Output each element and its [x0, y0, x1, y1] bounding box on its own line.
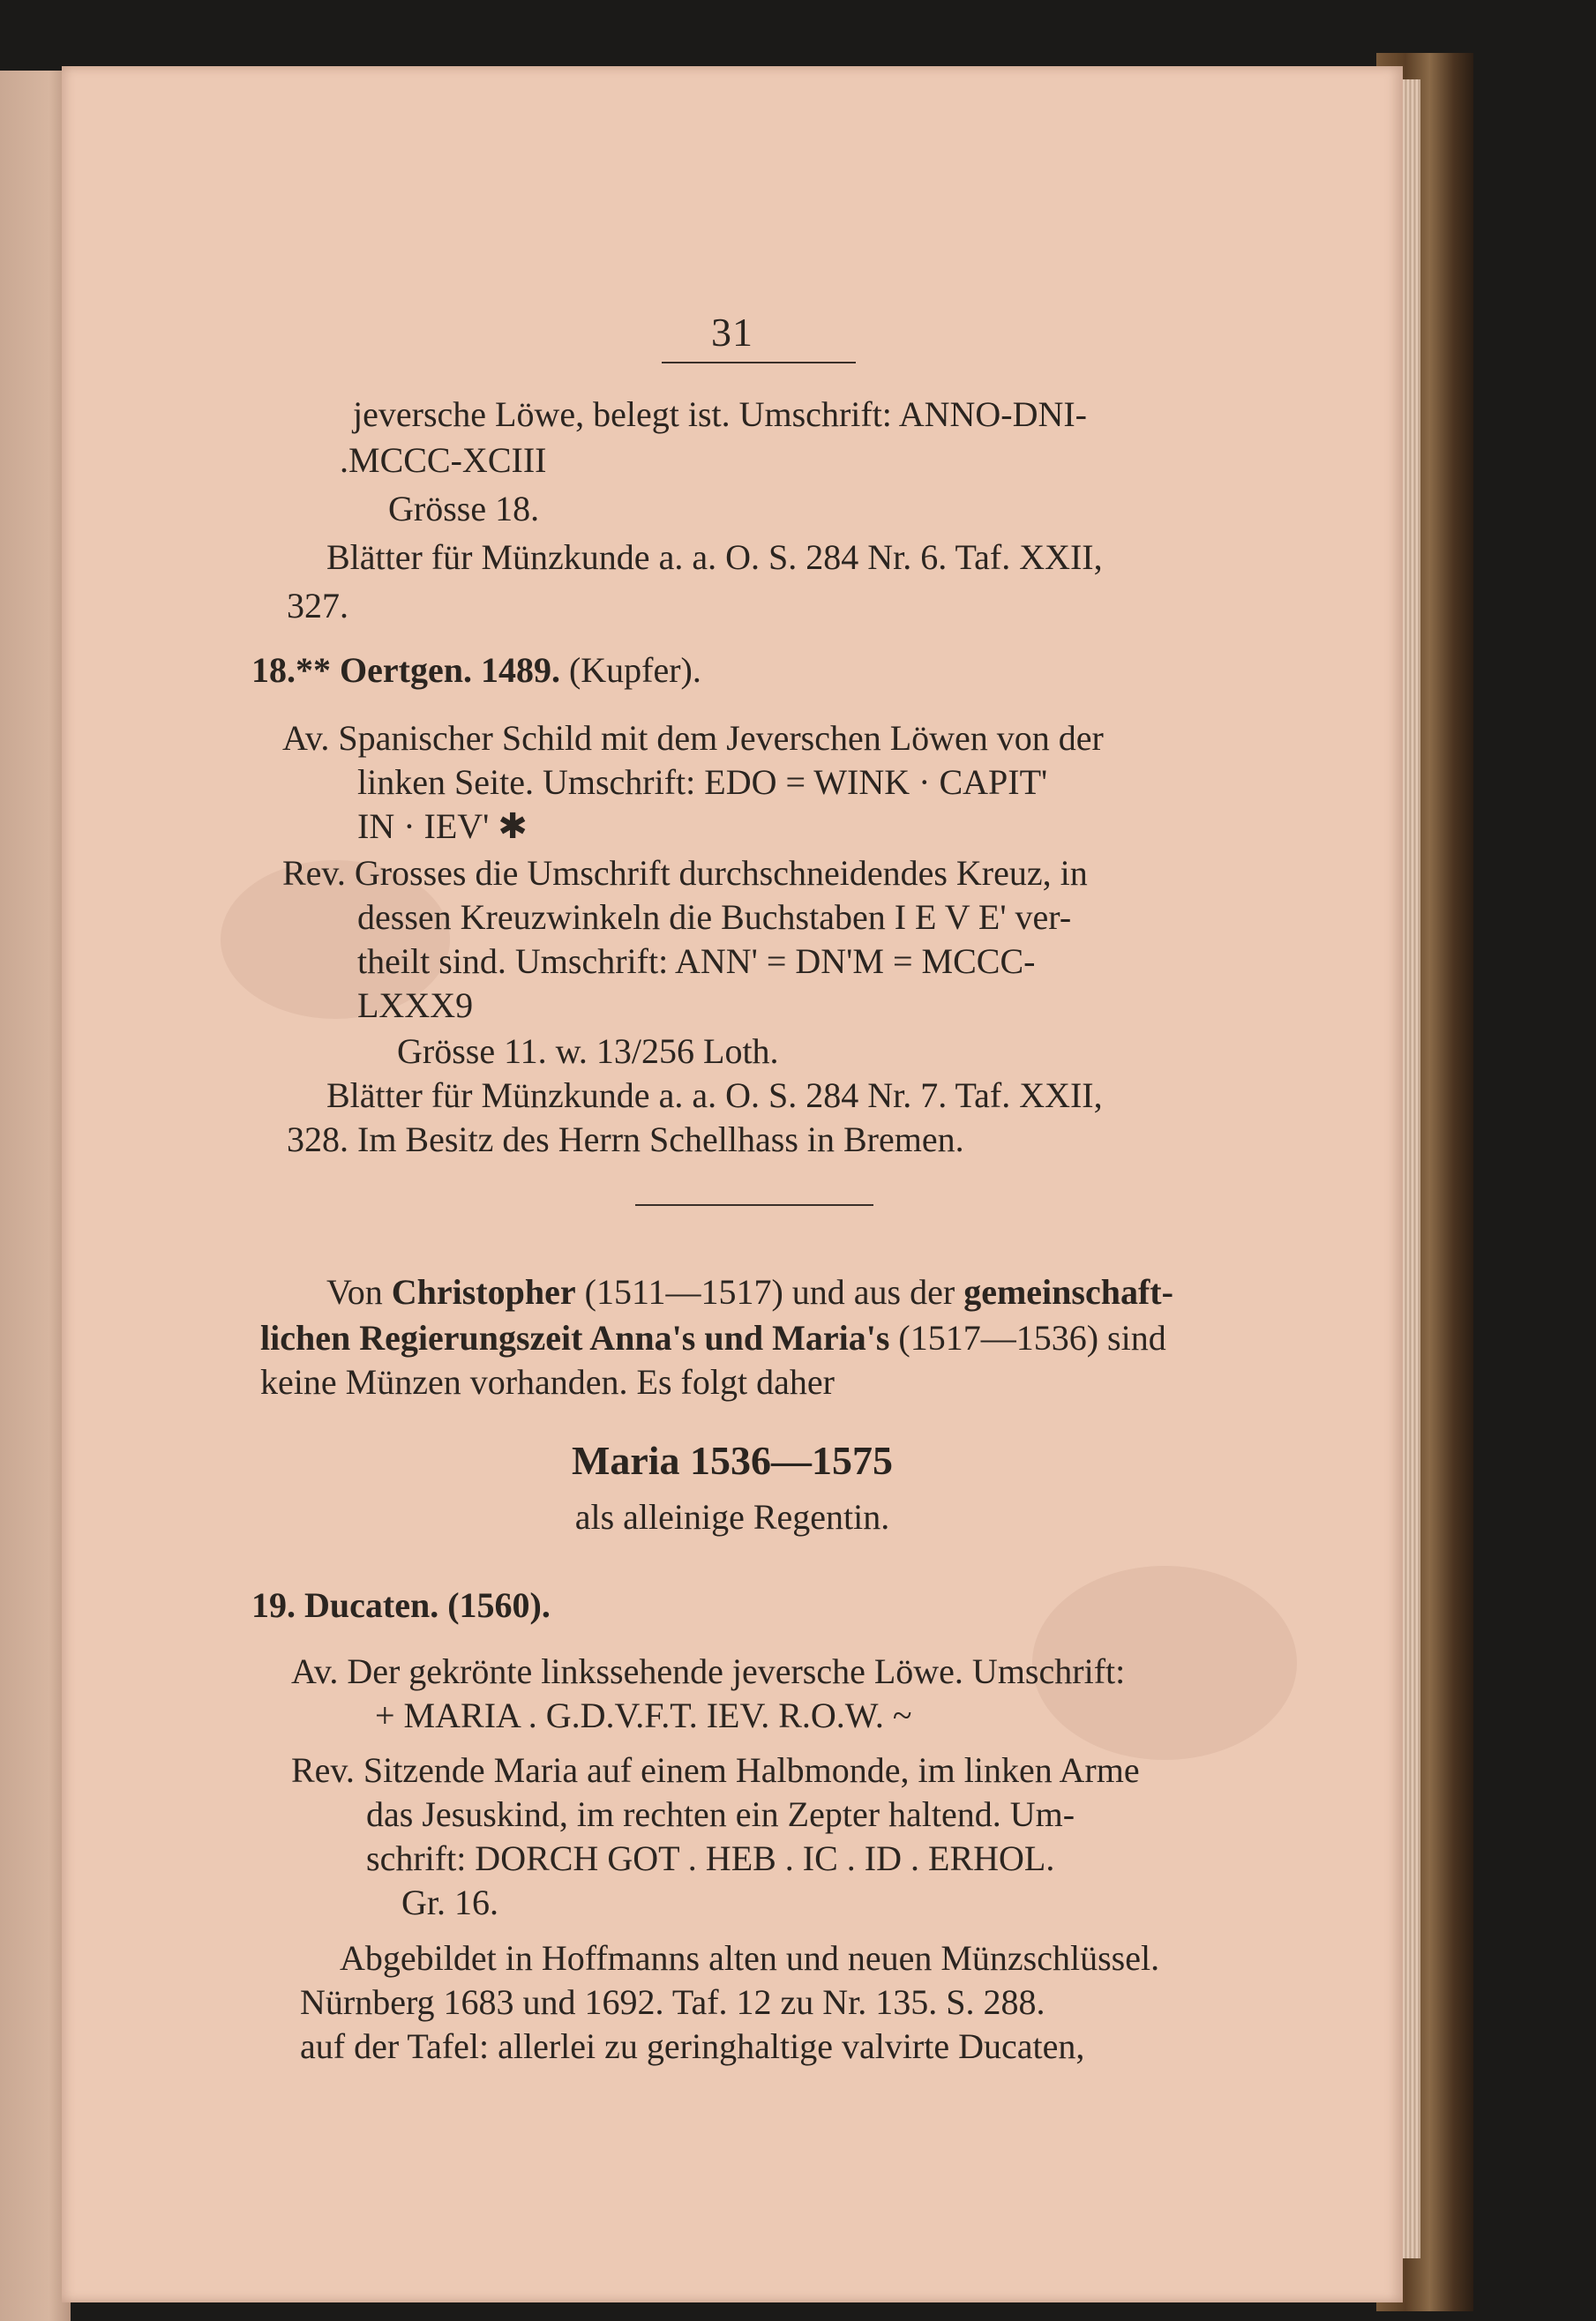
entry17-line1: jeversche Löwe, belegt ist. Umschrift: ANNO-DNI-: [353, 394, 1087, 434]
entry19-rev1: Rev. Sitzende Maria auf einem Halbmonde, im linken Arme: [291, 1750, 1140, 1790]
entry17-line2: .MCCC-XCIII: [340, 440, 547, 480]
book-page: [62, 66, 1403, 2302]
entry18-rev4: LXXX9: [357, 985, 474, 1025]
entry18-heading: [251, 650, 701, 690]
entry18-note: (Kupfer).: [568, 650, 701, 690]
page-number: 31: [711, 310, 753, 355]
entry19-av2: + MARIA . G.D.V.F.T. IEV. R.O.W. ~: [375, 1696, 912, 1735]
header-rule: [662, 362, 856, 363]
entry18-ref2: 328. Im Besitz des Herrn Schellhass in Bremen.: [287, 1119, 964, 1159]
left-page-edge: [0, 71, 71, 2321]
intro-text: (1517—1536) sind: [889, 1318, 1166, 1358]
entry18-size: Grösse 11. w. 13/256 Loth.: [397, 1031, 779, 1071]
intro-line2: [260, 1318, 1166, 1358]
entry18-name: Oertgen.: [340, 650, 472, 690]
section-subtitle: als alleinige Regentin.: [574, 1497, 890, 1537]
entry17-ref1: Blätter für Münzkunde a. a. O. S. 284 Nr. 6. Taf. XXII,: [326, 537, 1103, 577]
entry19-ref3: auf der Tafel: allerlei zu geringhaltige valvirte Ducaten,: [300, 2026, 1085, 2066]
entry18-ref1: Blätter für Münzkunde a. a. O. S. 284 Nr. 7. Taf. XXII,: [326, 1075, 1103, 1115]
intro-line3: keine Münzen vorhanden. Es folgt daher: [260, 1362, 835, 1402]
entry18-year: 1489.: [480, 650, 560, 690]
entry19-ref2: Nürnberg 1683 und 1692. Taf. 12 zu Nr. 135. S. 288.: [300, 1982, 1045, 2022]
entry18-number: 18.**: [251, 650, 331, 690]
entry17-size: Grösse 18.: [388, 489, 540, 528]
intro-text: (1511—1517) und aus der: [575, 1272, 964, 1312]
entry18-av3: IN · IEV' ✱: [357, 806, 528, 846]
entry18-av2: linken Seite. Umschrift: EDO = WINK · CAPIT': [357, 762, 1048, 802]
entry19-ref1: Abgebildet in Hoffmanns alten und neuen Münzschlüssel.: [340, 1938, 1160, 1978]
entry19-size: Gr. 16.: [401, 1883, 498, 1922]
entry19-rev3: schrift: DORCH GOT . HEB . IC . ID . ERHOL.: [366, 1838, 1055, 1878]
entry19-heading: 19. Ducaten. (1560).: [251, 1585, 551, 1625]
intro-line1: [326, 1272, 1173, 1312]
intro-bold-christopher: Christopher: [391, 1272, 576, 1312]
entry19-av1: Av. Der gekrönte linkssehende jeversche Löwe. Umschrift:: [291, 1651, 1126, 1691]
entry18-rev1: Rev. Grosses die Umschrift durchschneidendes Kreuz, in: [282, 853, 1088, 893]
entry19-rev2: das Jesuskind, im rechten ein Zepter haltend. Um-: [366, 1794, 1075, 1834]
intro-bold-regierungszeit: lichen Regierungszeit Anna's und Maria's: [260, 1318, 890, 1358]
section-title: Maria 1536—1575: [571, 1438, 894, 1483]
intro-bold-gemeinschaft: gemeinschaft-: [963, 1272, 1173, 1312]
entry17-ref2: 327.: [287, 586, 348, 625]
intro-text: Von: [326, 1272, 392, 1312]
entry18-av1: Av. Spanischer Schild mit dem Jeverschen Löwen von der: [282, 718, 1104, 758]
entry18-rev3: theilt sind. Umschrift: ANN' = DN'M = MCCC-: [357, 941, 1036, 981]
entry18-rev2: dessen Kreuzwinkeln die Buchstaben I E V E' ver-: [357, 897, 1072, 937]
section-divider: [635, 1204, 873, 1206]
